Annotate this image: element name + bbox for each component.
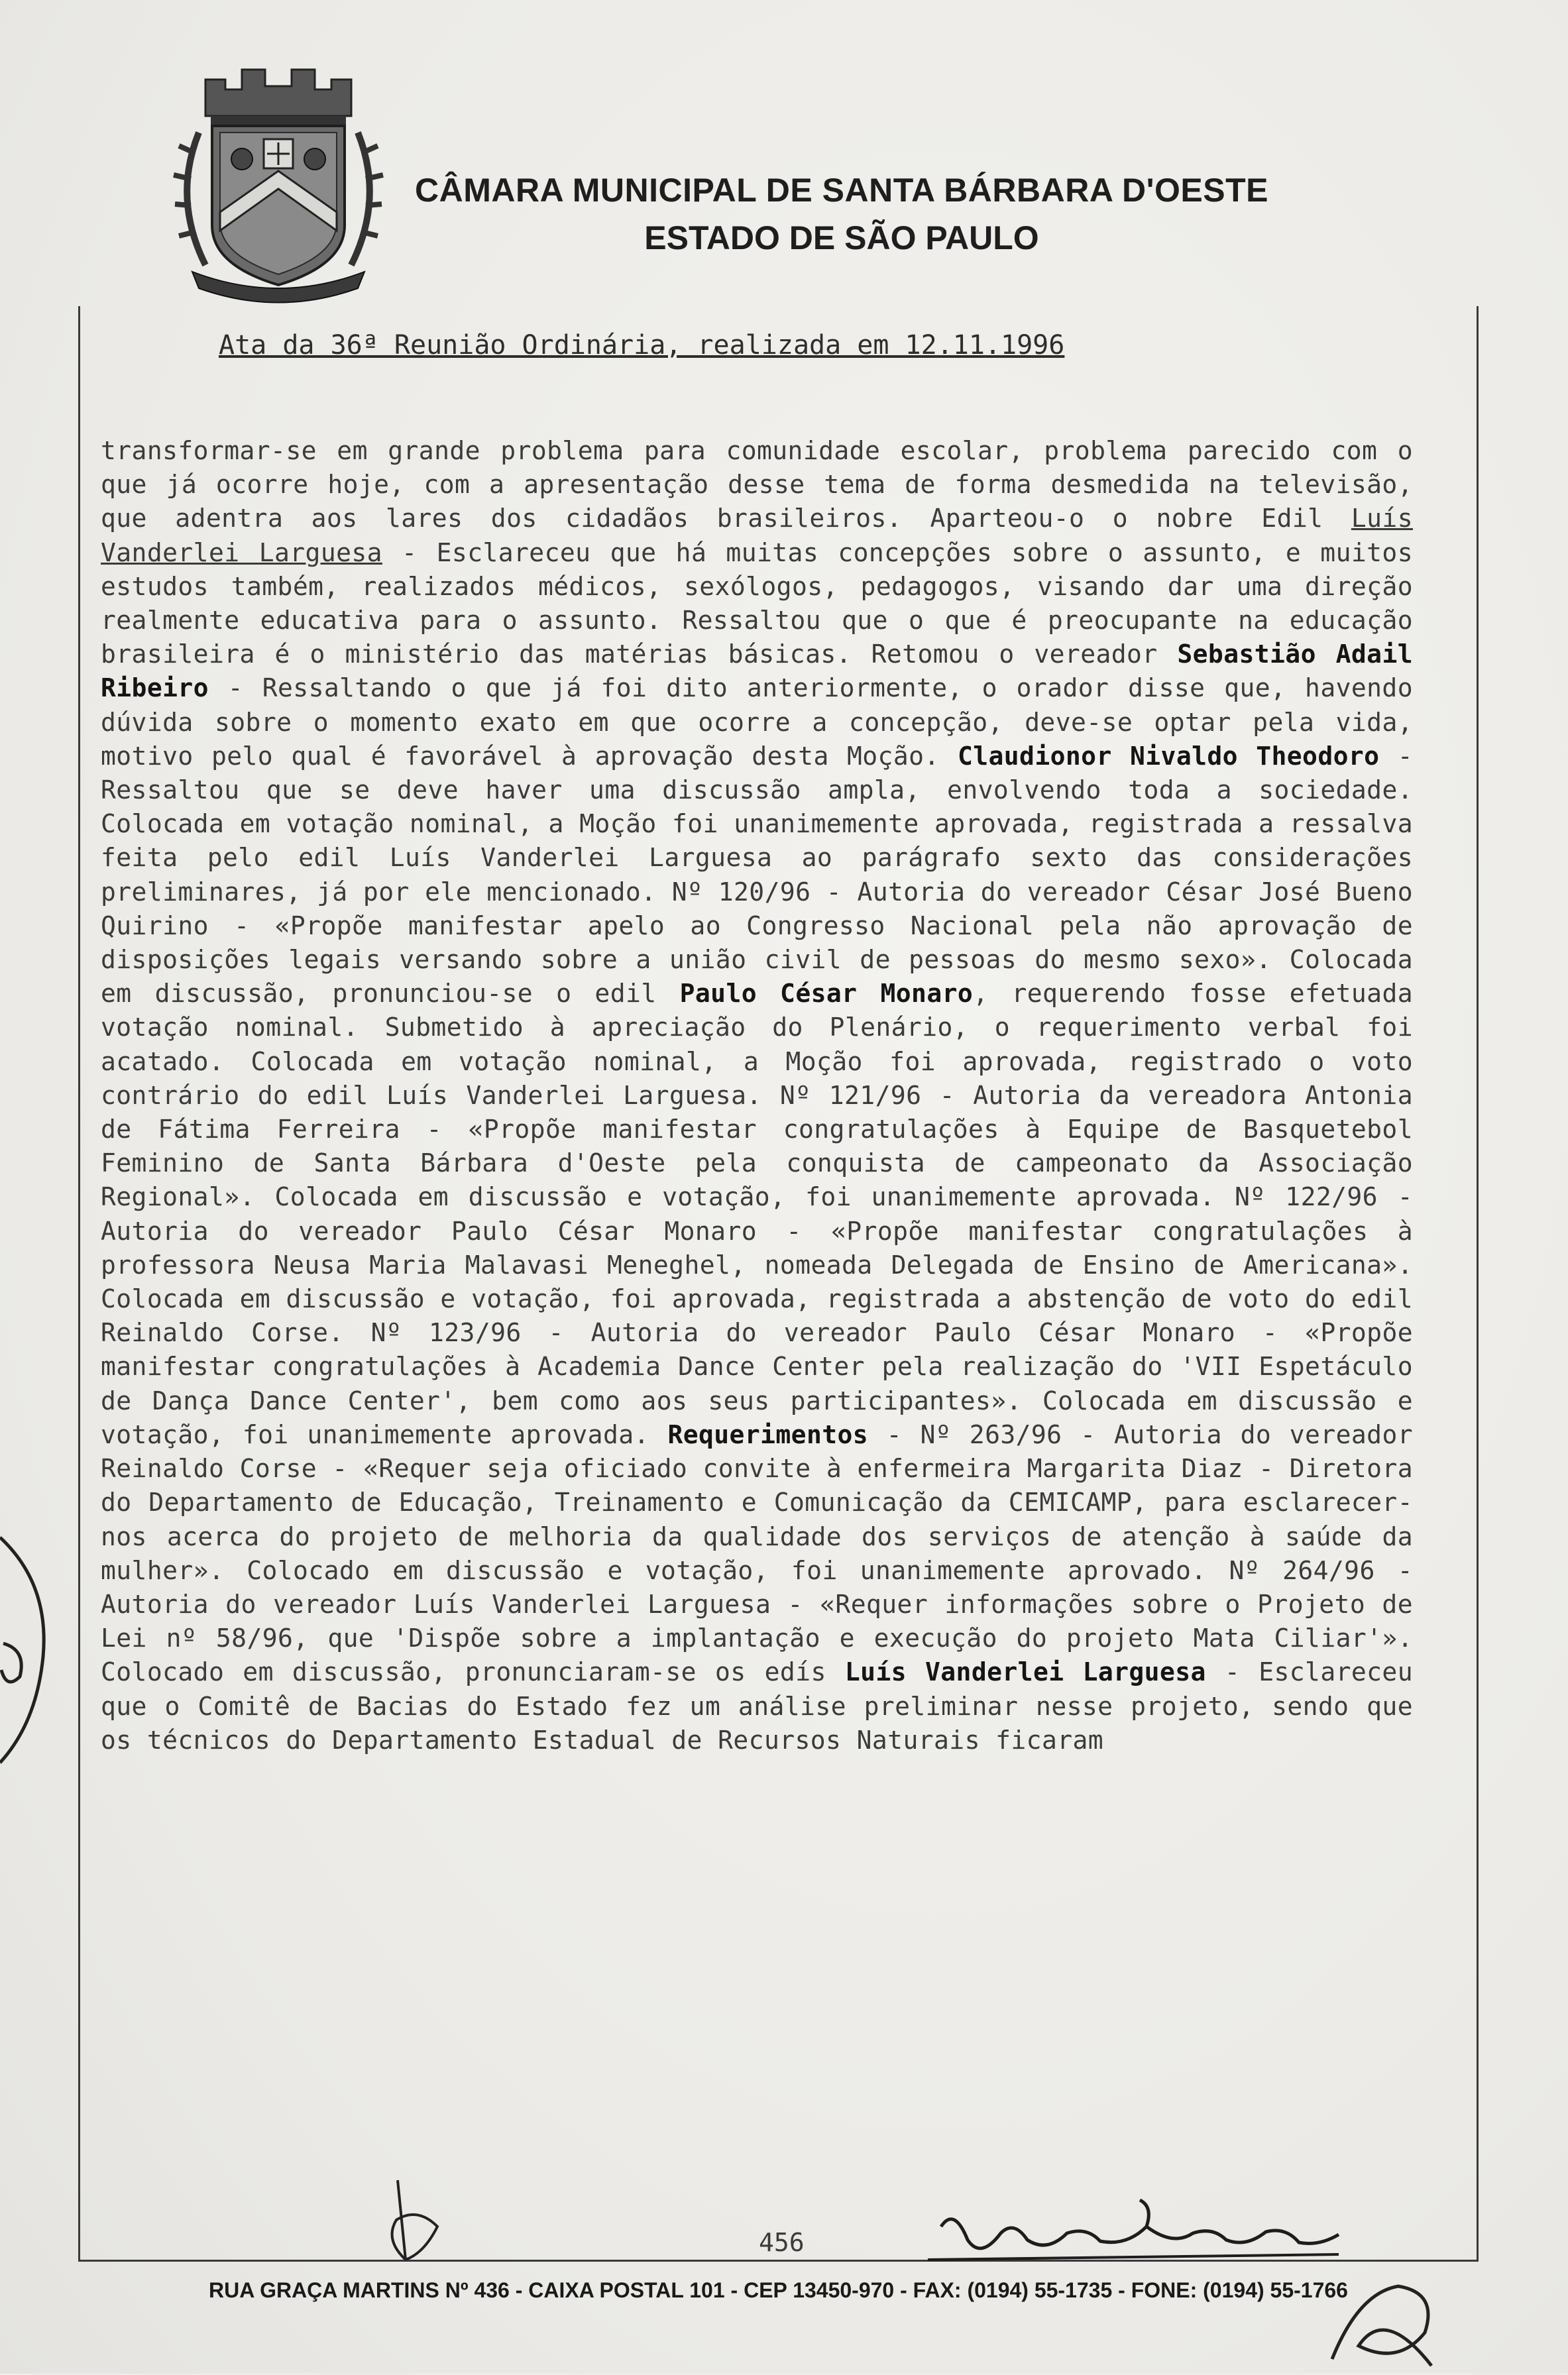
body-text: - Ressaltando o que já foi dito anteriormente, o orador disse que, havendo dúvida sobre o momento exato em que ocorre a concepção, deve-se optar pela vida, motivo pelo qual é favorável à aprovação desta Moção. xyxy=(101,673,1413,771)
minutes-body xyxy=(101,434,1413,1757)
speaker-name: Claudionor Nivaldo Theodoro xyxy=(957,741,1380,771)
organization-name: CÂMARA MUNICIPAL DE SANTA BÁRBARA D'OESTE xyxy=(415,172,1268,209)
minutes-title: Ata da 36ª Reunião Ordinária, realizada em 12.11.1996 xyxy=(219,330,1065,360)
body-text: - Esclareceu que há muitas concepções sobre o assunto, e muitos estudos também, realizados médicos, sexólogos, pedagogos, visando dar uma direção realmente educativa para o assunto. Ressaltou que o que é preocupante na educação brasileira é o ministério das matérias básicas. Retomou o vereador xyxy=(101,537,1413,669)
minutes-paragraph xyxy=(101,434,1413,1757)
state-name: ESTADO DE SÃO PAULO xyxy=(644,219,1039,256)
page-number: 456 xyxy=(759,2228,805,2257)
letterhead xyxy=(411,171,1272,257)
secretary-signature xyxy=(928,2200,1352,2273)
section-heading: Requerimentos xyxy=(667,1419,869,1449)
speaker-name: Sebastião Adail Ribeiro xyxy=(101,639,1414,703)
speaker-name: Luís Vanderlei Larguesa xyxy=(844,1657,1206,1687)
margin-signature xyxy=(0,1524,53,1776)
speaker-name: Luís Vanderlei Larguesa xyxy=(101,504,1413,567)
body-text: , requerendo fosse efetuada votação nominal. Submetido à apreciação do Plenário, o requerimento verbal foi acatado. Colocada em votação nominal, a Moção foi aprovada, registrado o voto contrário do edil Luís Vanderlei Larguesa. Nº 121/96 - Autoria da vereadora Antonia de Fátima Ferreira - «Propõe manifestar congratulações à Equipe de Basquetebol Feminino de Santa Bárbara d'Oeste pela conquista de campeonato da Associação Regional». Colocada em discussão e votação, foi unanimemente aprovada. Nº 122/96 - Autoria do vereador Paulo César Monaro - «Propõe manifestar congratulações à professora Neusa Maria Malavasi Meneghel, nomeada Delegada de Ensino de Americana». Colocada em discussão e votação, foi aprovada, registrada a abstenção de voto do edil Reinaldo Corse. Nº 123/96 - Autoria do vereador Paulo César Monaro - «Propõe manifestar congratulações à Academia Dance Center pela realização do 'VII Espetáculo de Dança Dance Center', bem como aos seus participantes». Colocada em discussão e votação, foi unanimemente aprovada. xyxy=(101,979,1413,1449)
body-text: transformar-se em grande problema para comunidade escolar, problema parecido com o que já ocorre hoje, com a apresentação desse tema de forma desmedida na televisão, que adentra aos lares dos cidadãos brasileiros. Aparteou-o o nobre Edil xyxy=(101,436,1413,533)
initials-signature xyxy=(371,2180,451,2266)
footer-address: RUA GRAÇA MARTINS Nº 436 - CAIXA POSTAL 101 - CEP 13450-970 - FAX: (0194) 55-1735 - FONE: (0194) 55-1766 xyxy=(209,2278,1348,2302)
page-frame-left xyxy=(78,306,80,2261)
speaker-name: Paulo César Monaro xyxy=(679,979,974,1009)
body-text: - Ressaltou que se deve haver uma discussão ampla, envolvendo toda a sociedade. Colocada em votação nominal, a Moção foi unanimemente aprovada, registrada a ressalva feita pelo edil Luís Vanderlei Larguesa ao parágrafo sexto das considerações preliminares, já por ele mencionado. Nº 120/96 - Autoria do vereador César José Bueno Quirino - «Propõe manifestar apelo ao Congresso Nacional pela não aprovação de disposições legais versando sobre a união civil de pessoas do mesmo sexo». Colocada em discussão, pronunciou-se o edil xyxy=(101,741,1413,1009)
body-text: - Nº 263/96 - Autoria do vereador Reinaldo Corse - «Requer seja oficiado convite à enfermeira Margarita Diaz - Diretora do Departamento de Educação, Treinamento e Comunicação da CEMICAMP, para esclarecer-nos acerca do projeto de melhoria da qualidade dos serviços de atenção à saúde da mulher». Colocado em discussão e votação, foi unanimemente aprovado. Nº 264/96 - Autoria do vereador Luís Vanderlei Larguesa - «Requer informações sobre o Projeto de Lei nº 58/96, que 'Dispõe sobre a implantação e execução do projeto Mata Ciliar'». Colocado em discussão, pronunciaram-se os edís xyxy=(101,1419,1413,1687)
page-frame-right xyxy=(1477,306,1479,2261)
municipal-coat-of-arms-icon xyxy=(159,53,398,305)
body-text: - Esclareceu que o Comitê de Bacias do Estado fez um análise preliminar nesse projeto, sendo que os técnicos do Departamento Estadual de Recursos Naturais ficaram xyxy=(101,1657,1413,1755)
